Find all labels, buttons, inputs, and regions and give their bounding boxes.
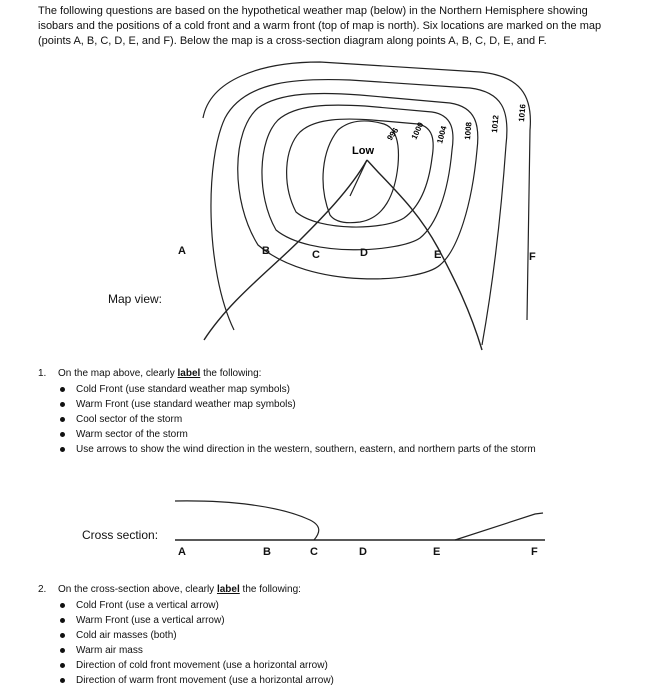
question-1-prefix: On the map above, clearly (58, 368, 178, 379)
map-point-b: B (262, 245, 270, 257)
cross-section-point-f: F (531, 546, 538, 558)
cross-section-point-d: D (359, 546, 367, 558)
isobar-label-1016: 1016 (517, 103, 528, 123)
cross-section-point-b: B (263, 546, 271, 558)
cross-section-label: Cross section: (82, 528, 159, 542)
map-view-label: Map view: (108, 292, 163, 306)
cross-section-point-a: A (178, 546, 186, 558)
list-item: Use arrows to show the wind direction in the western, southern, eastern, and northern parts of the storm (60, 442, 628, 457)
question-2-number: 2. (38, 584, 47, 595)
cold-front-profile (175, 501, 319, 540)
warm-front-profile (455, 513, 543, 540)
list-item: Warm air mass (60, 643, 628, 658)
map-point-f: F (529, 251, 536, 263)
question-1-number: 1. (38, 368, 47, 379)
cross-section-point-e: E (433, 546, 441, 558)
isobar-1016 (203, 62, 530, 320)
weather-map (0, 55, 646, 355)
list-item: Cool sector of the storm (60, 412, 628, 427)
question-2 (38, 582, 628, 688)
isobar-label-996: 996 (385, 126, 401, 143)
question-2-suffix: the following: (239, 584, 301, 595)
isobar-label-1000: 1000 (409, 120, 426, 141)
question-2-prompt (38, 582, 628, 597)
list-item: Warm sector of the storm (60, 427, 628, 442)
map-point-a: A (178, 245, 186, 257)
question-2-keyword: label (216, 584, 240, 595)
list-item: Direction of warm front movement (use a horizontal arrow) (60, 673, 628, 688)
list-item: Cold Front (use a vertical arrow) (60, 598, 628, 613)
question-1-keyword: label (177, 368, 201, 379)
front-join-line (350, 160, 367, 196)
map-point-d: D (360, 247, 368, 259)
list-item: Direction of cold front movement (use a horizontal arrow) (60, 658, 628, 673)
question-2-prefix: On the cross-section above, clearly (58, 584, 217, 595)
isobar-label-1008: 1008 (463, 121, 474, 141)
map-point-c: C (312, 249, 320, 261)
list-item: Cold Front (use standard weather map symbols) (60, 382, 628, 397)
question-2-list (38, 598, 628, 688)
list-item: Cold air masses (both) (60, 628, 628, 643)
question-1-prompt (38, 366, 628, 381)
question-1-list (38, 382, 628, 457)
map-point-e: E (434, 249, 442, 261)
intro-paragraph: The following questions are based on the hypothetical weather map (below) in the Northern Hemisphere showing isobars and the positions of a cold front and a warm front (top of map is north). Six locations are marked on the map (points A, B, C, D, E, and F). Below the map is a cross-section diagram along points A, B, C, D, E, and F. (38, 5, 602, 47)
question-1-suffix: the following: (200, 368, 262, 379)
isobar-label-1012: 1012 (490, 114, 501, 134)
question-1 (38, 366, 628, 457)
low-pressure-label: Low (352, 145, 374, 157)
list-item: Warm Front (use standard weather map symbols) (60, 397, 628, 412)
isobar-label-1004: 1004 (435, 124, 449, 145)
cross-section-point-c: C (310, 546, 318, 558)
list-item: Warm Front (use a vertical arrow) (60, 613, 628, 628)
